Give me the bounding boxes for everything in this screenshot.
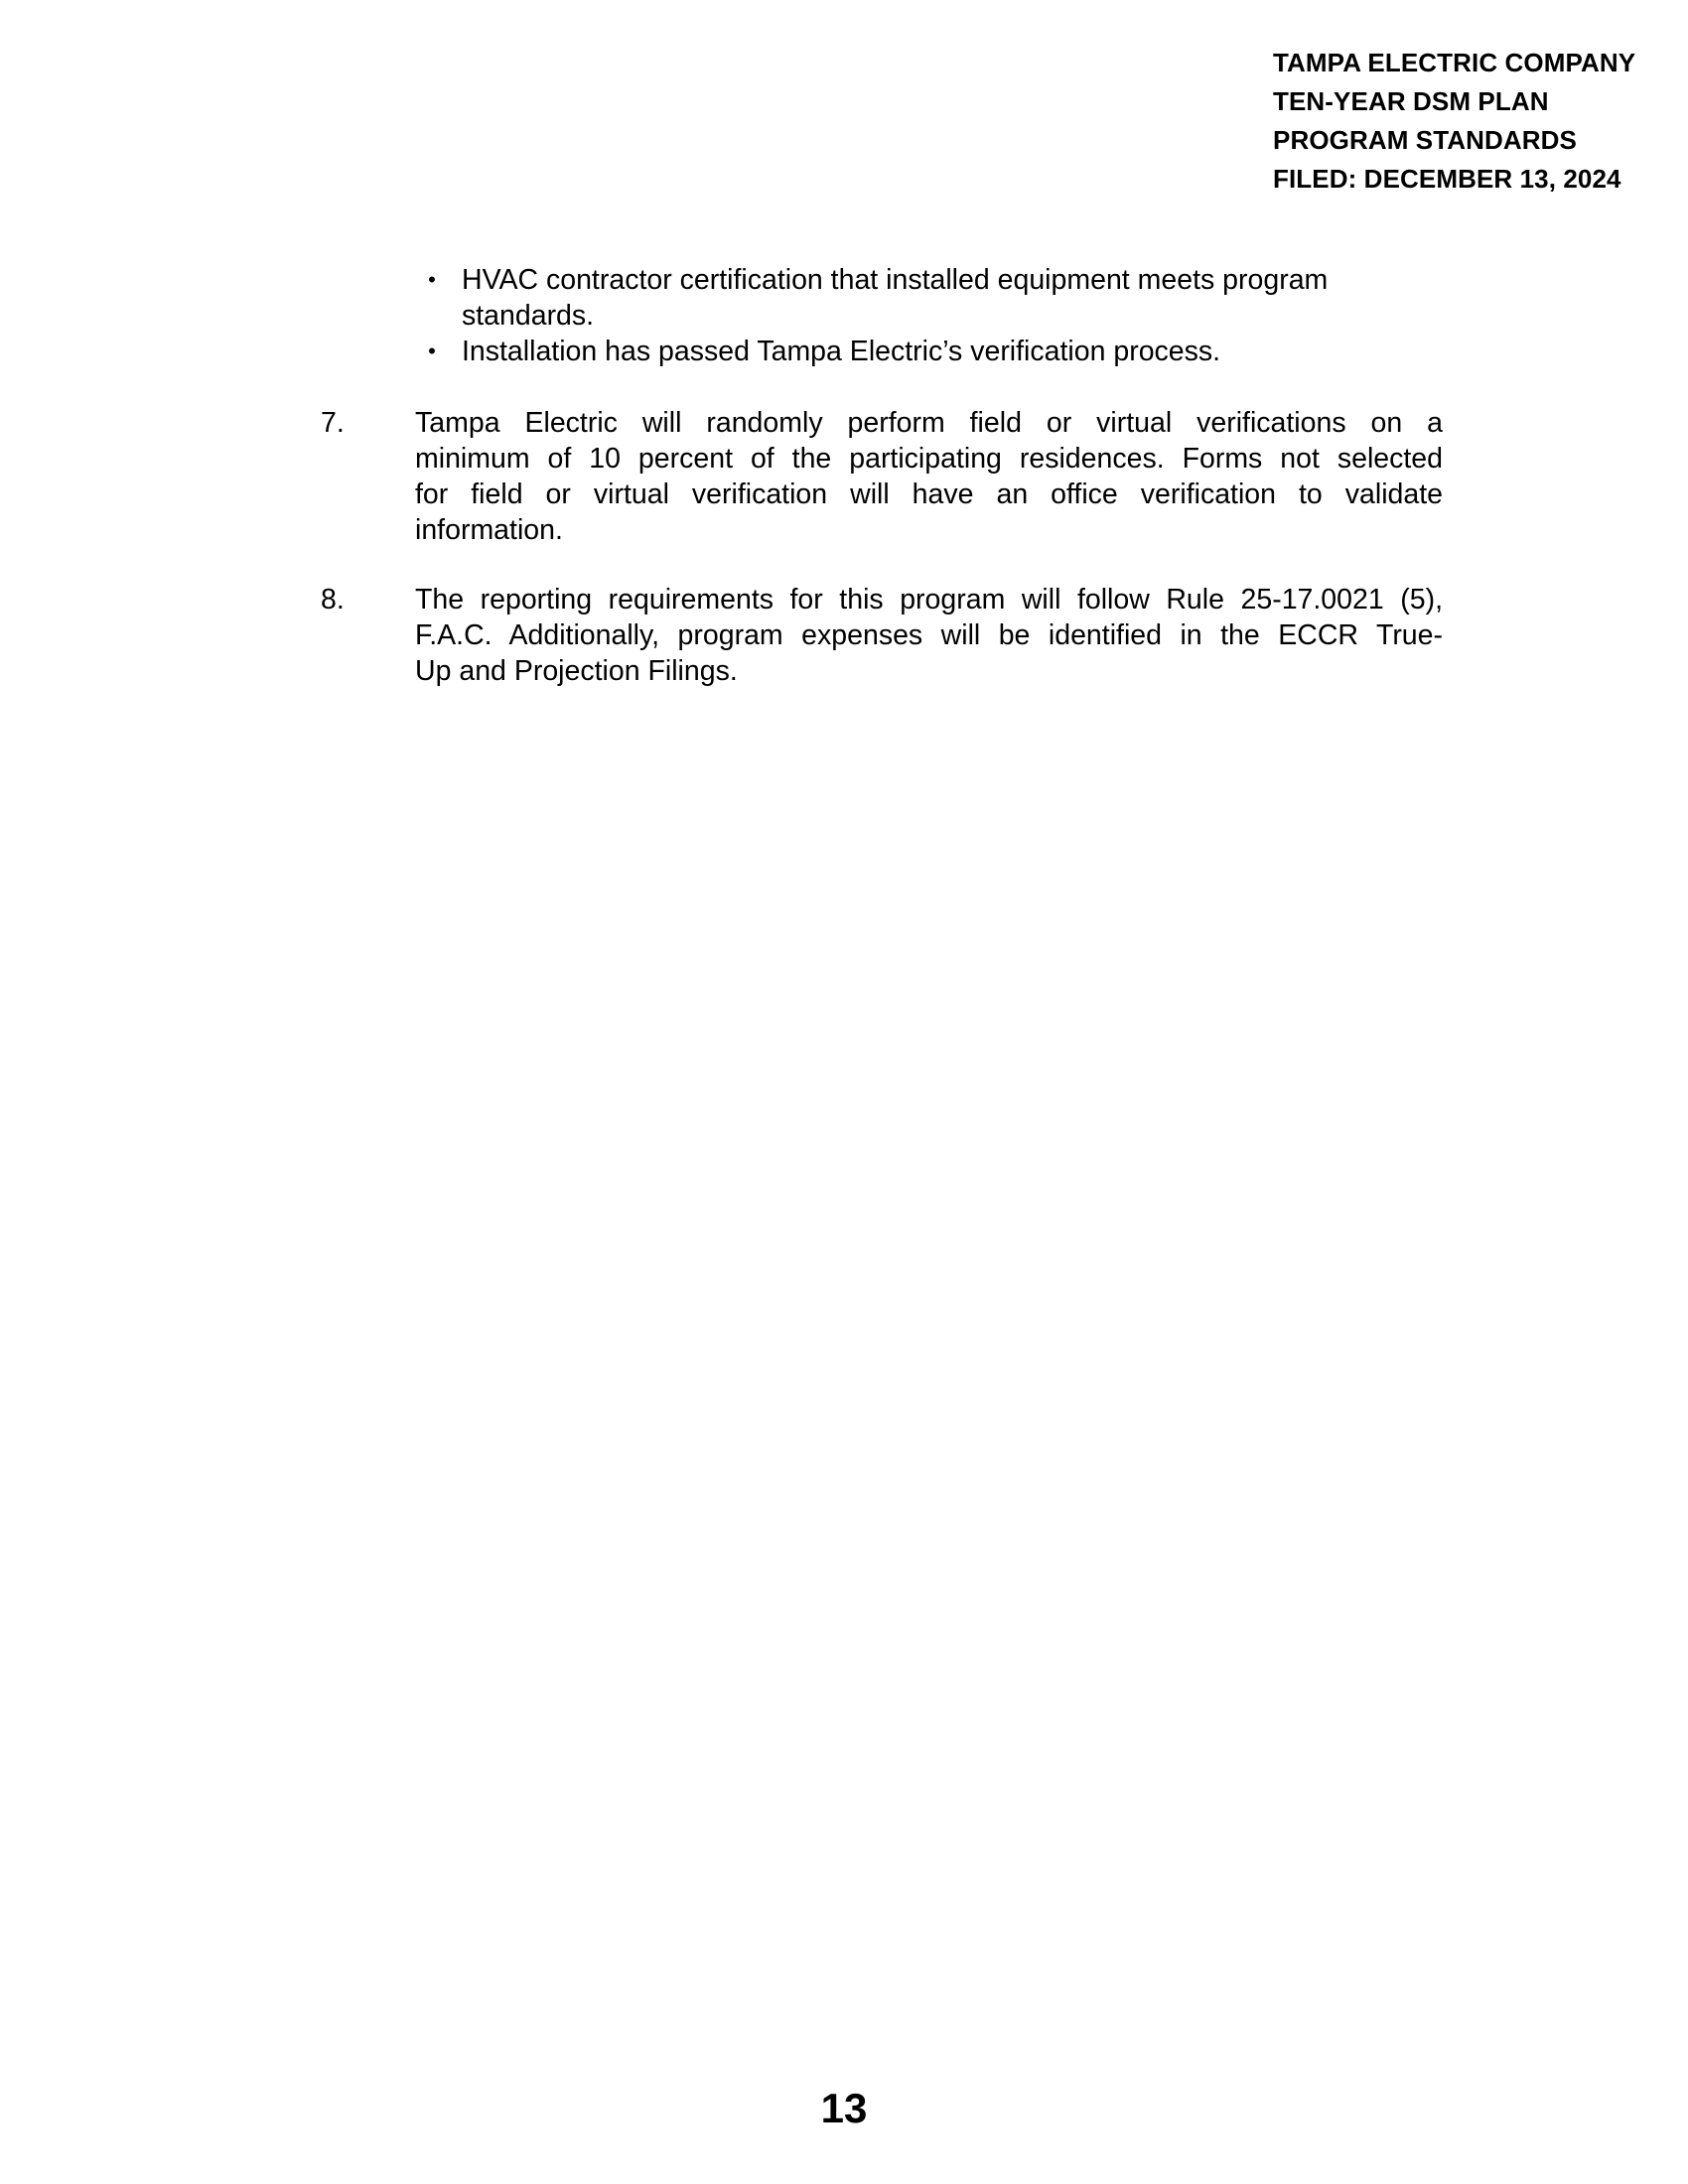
item-number: 7.: [321, 407, 345, 439]
bullet-list: [412, 262, 1445, 369]
item-line: minimum of 10 percent of the participating residences. Forms not selected: [415, 443, 1443, 475]
item-line: F.A.C. Additionally, program expenses will be identified in the ECCR True-: [415, 619, 1443, 651]
header-plan: TEN-YEAR DSM PLAN: [1273, 86, 1549, 116]
bullet-line: HVAC contractor certification that installed equipment meets program: [462, 264, 1329, 296]
item-line: information.: [415, 514, 563, 546]
header-filed-date: FILED: DECEMBER 13, 2024: [1273, 164, 1621, 194]
item-number: 8.: [321, 584, 345, 615]
item-text: [415, 582, 1443, 689]
bullet-item: [412, 334, 1445, 369]
item-text: [415, 405, 1443, 548]
header-section: PROGRAM STANDARDS: [1273, 125, 1577, 155]
bullet-marker: •: [428, 339, 436, 363]
item-line: The reporting requirements for this program will follow Rule 25-17.0021 (5),: [415, 584, 1443, 615]
page-number: 13: [820, 2085, 868, 2131]
bullet-line: Installation has passed Tampa Electric’s verification process.: [462, 336, 1221, 367]
bullet-line: standards.: [462, 300, 595, 332]
header-company: TAMPA ELECTRIC COMPANY: [1273, 48, 1636, 77]
item-line: for field or virtual verification will have an office verification to validate: [415, 478, 1443, 510]
bullet-marker: •: [428, 267, 436, 292]
bullet-item: [412, 262, 1445, 334]
item-line: Tampa Electric will randomly perform field or virtual verifications on a: [415, 407, 1443, 439]
item-line: Up and Projection Filings.: [415, 655, 738, 687]
document-header: [1273, 44, 1670, 199]
